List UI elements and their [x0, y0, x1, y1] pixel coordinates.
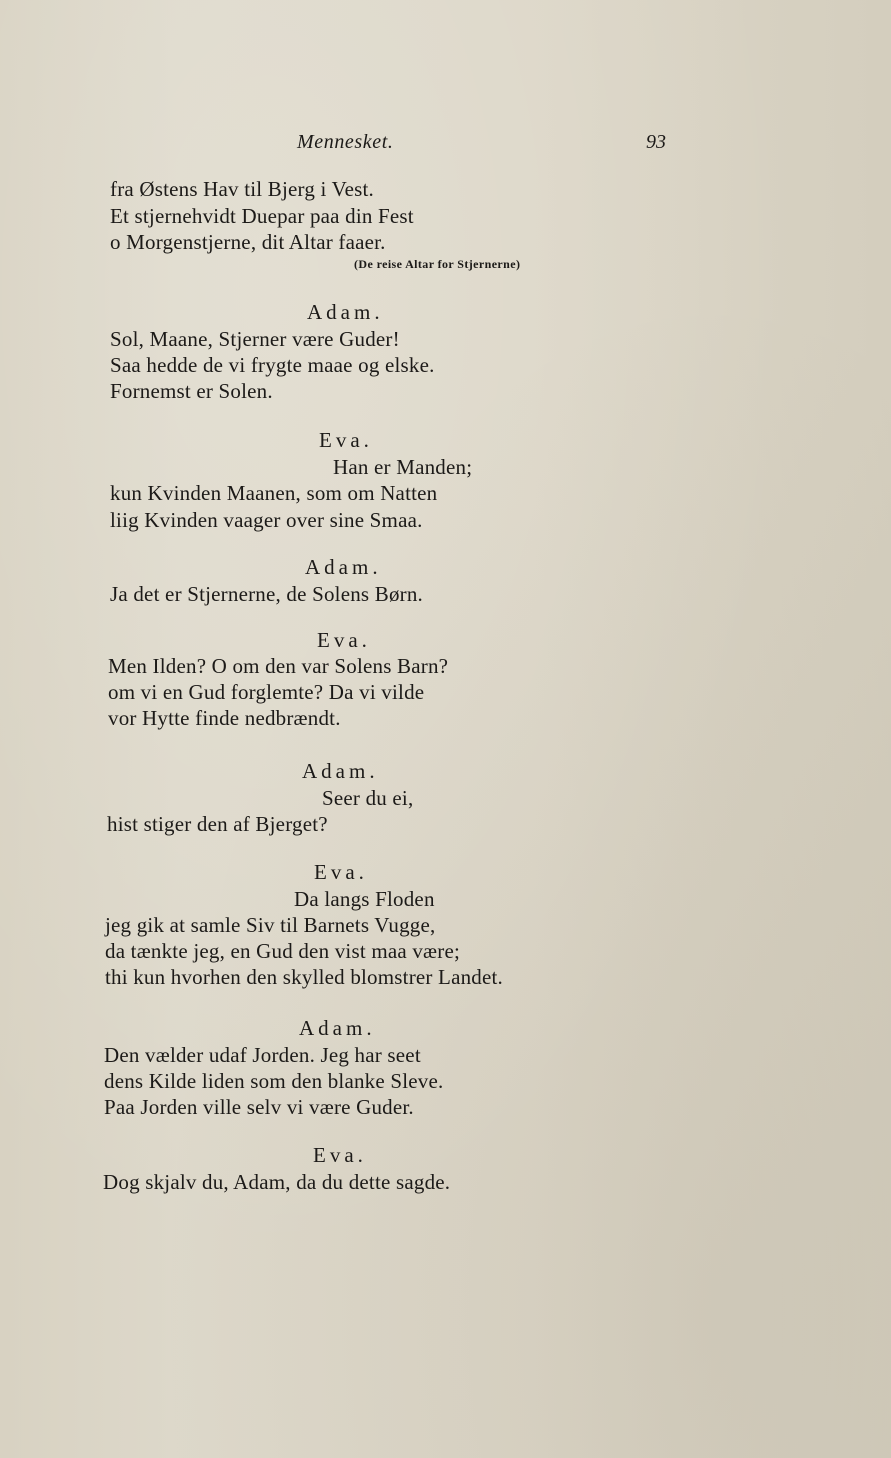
verse-line: Sol, Maane, Stjerner være Guder! [110, 327, 400, 351]
page-number: 93 [646, 131, 666, 153]
verse-line: Fornemst er Solen. [110, 379, 273, 403]
running-header-title: Mennesket. [297, 131, 394, 153]
stage-direction: (De reise Altar for Stjernerne) [354, 257, 521, 271]
verse-line: Da langs Floden [294, 887, 435, 911]
verse-line: Han er Manden; [333, 455, 473, 479]
verse-line: jeg gik at samle Siv til Barnets Vugge, [105, 913, 436, 937]
verse-line: Et stjernehvidt Duepar paa din Fest [110, 204, 414, 228]
verse-line: hist stiger den af Bjerget? [107, 812, 328, 836]
verse-line: kun Kvinden Maanen, som om Natten [110, 481, 438, 505]
verse-line: thi kun hvorhen den skylled blomstrer Landet. [105, 965, 504, 989]
verse-line: fra Østens Hav til Bjerg i Vest. [110, 177, 375, 201]
verse-line: Ja det er Stjernerne, de Solens Børn. [110, 582, 423, 606]
speaker-name: Eva. [313, 1143, 367, 1167]
verse-line: om vi en Gud forglemte? Da vi vilde [108, 680, 425, 704]
verse-line: Dog skjalv du, Adam, da du dette sagde. [103, 1170, 451, 1194]
verse-line: Paa Jorden ville selv vi være Guder. [104, 1095, 414, 1119]
verse-line: o Morgenstjerne, dit Altar faaer. [110, 230, 386, 254]
verse-line: Den vælder udaf Jorden. Jeg har seet [104, 1043, 421, 1067]
speaker-name: Eva. [319, 428, 373, 452]
verse-line: vor Hytte finde nedbrændt. [108, 706, 341, 730]
speaker-name: Adam. [302, 759, 379, 783]
verse-line: Men Ilden? O om den var Solens Barn? [108, 654, 449, 678]
verse-line: dens Kilde liden som den blanke Sleve. [104, 1069, 444, 1093]
speaker-name: Adam. [299, 1016, 376, 1040]
speaker-name: Adam. [307, 300, 384, 324]
speaker-name: Adam. [305, 555, 382, 579]
verse-line: da tænkte jeg, en Gud den vist maa være; [105, 939, 461, 963]
speaker-name: Eva. [317, 628, 371, 652]
speaker-name: Eva. [314, 860, 368, 884]
verse-line: Seer du ei, [322, 786, 414, 810]
verse-line: liig Kvinden vaager over sine Smaa. [110, 508, 423, 532]
verse-line: Saa hedde de vi frygte maae og elske. [110, 353, 435, 377]
